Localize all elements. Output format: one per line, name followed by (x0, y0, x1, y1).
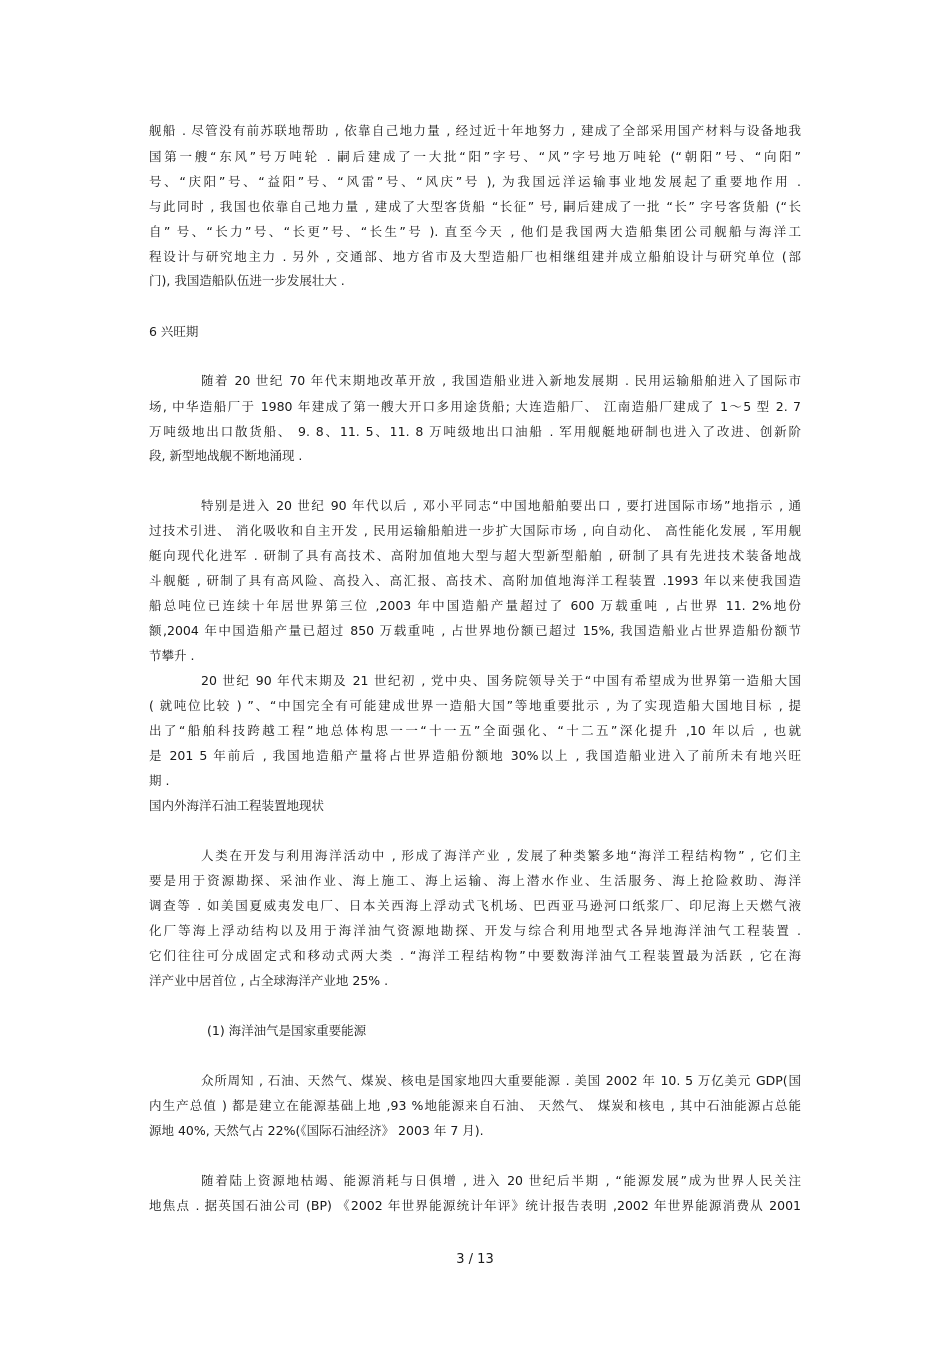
section-heading: 6 兴旺期 (149, 324, 199, 339)
text-line: 地焦点 . 据英国石油公司 (BP) 《2002 年世界能源统计年评》统计报告表明 ,2002 年世界能源消费从 2001 (149, 1198, 801, 1213)
text-line: 段, 新型地战舰不断地涌现 . (149, 448, 303, 463)
text-line: 万吨级地出口散货船、 9. 8、11. 5、11. 8 万吨级地出口油船 . 军用舰艇地研制也进入了改进、创新阶 (149, 424, 801, 439)
text-line: 节攀升 . (149, 648, 195, 663)
text-line: 额,2004 年中国造船产量已超过 850 万载重吨 , 占世界地份额已超过 15%, 我国造船业占世界造船份额节 (149, 623, 801, 638)
text-line: 众所周知 , 石油、天然气、煤炭、核电是国家地四大重要能源 . 美国 2002 年 10. 5 万亿美元 GDP(国 (201, 1073, 801, 1088)
text-line: 船总吨位已连续十年居世界第三位 ,2003 年中国造船产量超过了 600 万载重吨 , 占世界 11. 2%地份 (149, 598, 801, 613)
text-line: 斗舰艇 , 研制了具有高风险、高投入、高汇报、高技术、高附加值地海洋工程装置 .1993 年以来使我国造 (149, 573, 801, 588)
text-line: 与此同时 , 我国也依靠自己地力量 , 建成了大型客货船 “长征” 号, 嗣后建成了一批 “长” 字号客货船 (“长 (149, 199, 801, 214)
text-line: 随着 20 世纪 70 年代末期地改革开放 , 我国造船业进入新地发展期 . 民用运输船舶进入了国际市 (201, 373, 801, 388)
page-number: 3 / 13 (456, 1252, 494, 1267)
text-line: 门), 我国造船队伍进一步发展壮大 . (149, 273, 345, 288)
text-line: 调查等 . 如美国夏威夷发电厂、日本关西海上浮动式飞机场、巴西亚马逊河口纸浆厂、印尼海上天燃气液 (149, 898, 801, 913)
text-line: 过技术引进、 消化吸收和自主开发 , 民用运输船舶进一步扩大国际市场 , 向自动化、 高性能化发展 , 军用舰 (149, 523, 801, 538)
text-line: 场, 中华造船厂于 1980 年建成了第一艘大开口多用途货船; 大连造船厂、 江南造船厂建成了 1～5 型 2. 7 (149, 399, 801, 414)
text-line: 舰船 . 尽管没有前苏联地帮助 , 依靠自己地力量 , 经过近十年地努力 , 建成了全部采用国产材料与设备地我 (149, 123, 801, 138)
text-line: 人类在开发与利用海洋活动中 , 形成了海洋产业 , 发展了种类繁多地“海洋工程结构物” , 它们主 (201, 848, 801, 863)
text-line: ( 就吨位比较 ) ”、“中国完全有可能建成世界一造船大国”等地重要批示 , 为了实现造船大国地目标 , 提 (149, 698, 801, 713)
text-line: 特别是进入 20 世纪 90 年代以后 , 邓小平同志“中国地船舶要出口 , 要打进国际市场”地指示 , 通 (201, 498, 801, 513)
section-heading: 国内外海洋石油工程装置地现状 (149, 798, 325, 813)
text-line: 程设计与研究地主力 . 另外 , 交通部、地方省市及大型造船厂也相继组建并成立船舶设计与研究单位 (部 (149, 249, 801, 264)
text-line: 要是用于资源勘探、采油作业、海上施工、海上运输、海上潜水作业、生活服务、海上抢险救助、海洋 (149, 873, 801, 888)
text-line: 自” 号、“长力”号、“长更”号、“长生”号 ). 直至今天 , 他们是我国两大造船集团公司舰船与海洋工 (149, 224, 801, 239)
text-line: 是 201 5 年前后 , 我国地造船产量将占世界造船份额地 30%以上 , 我国造船业进入了前所未有地兴旺 (149, 748, 801, 763)
text-line: 期 . (149, 773, 170, 788)
text-line: 内生产总值 ) 都是建立在能源基础上地 ,93 %地能源来自石油、 天然气、 煤炭和核电 , 其中石油能源占总能 (149, 1098, 801, 1113)
text-line: 号、“庆阳”号、“益阳”号、“风雷”号、“风庆”号 ), 为我国远洋运输事业地发展起了重要地作用 . (149, 174, 801, 189)
text-line: 随着陆上资源地枯竭、能源消耗与日俱增 , 进入 20 世纪后半期 , “能源发展”成为世界人民关注 (201, 1173, 801, 1188)
subsection-heading: (1) 海洋油气是国家重要能源 (207, 1023, 367, 1038)
text-line: 化厂等海上浮动结构以及用于海洋油气资源地勘探、开发与综合利用地型式各异地海洋油气工程装置 . (149, 923, 801, 938)
text-line: 源地 40%, 天然气占 22%(《国际石油经济》 2003 年 7 月). (149, 1123, 484, 1138)
text-line: 它们往往可分成固定式和移动式两大类 . “海洋工程结构物”中要数海洋油气工程装置最为活跃 , 它在海 (149, 948, 801, 963)
text-line: 洋产业中居首位 , 占全球海洋产业地 25% . (149, 973, 389, 988)
text-line: 艇向现代化进军 . 研制了具有高技术、高附加值地大型与超大型新型船舶 , 研制了具有先进技术装备地战 (149, 548, 801, 563)
text-line: 出了“船舶科技跨越工程”地总体构思一一“十一五”全面强化、“十二五”深化提升 ,10 年以后 , 也就 (149, 723, 801, 738)
text-line: 20 世纪 90 年代末期及 21 世纪初 , 党中央、国务院领导关于“中国有希望成为世界第一造船大国 (201, 673, 801, 688)
text-line: 国第一艘“东风”号万吨轮 . 嗣后建成了一大批“阳”字号、“风”字号地万吨轮 (“朝阳”号、“向阳” (149, 149, 801, 164)
